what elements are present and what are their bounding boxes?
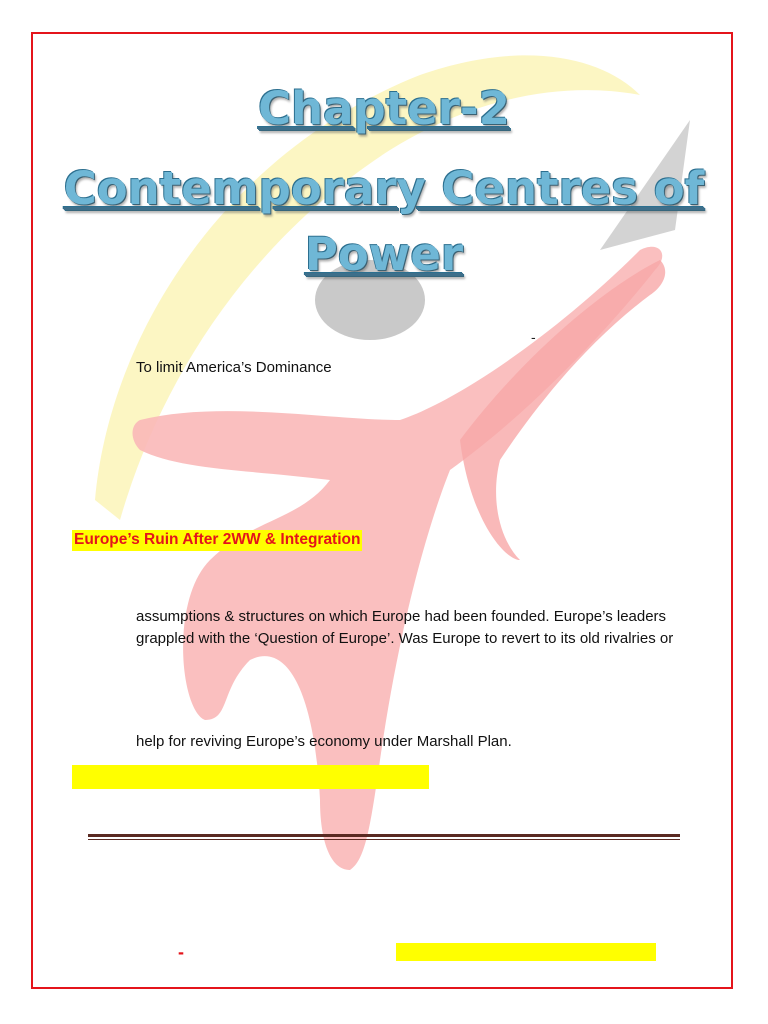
chapter-title: Chapter-2 <box>258 82 510 135</box>
chapter-subtitle-line2: Power <box>304 228 464 281</box>
paragraph-line: grappled with the ‘Question of Europe’. Was Europe to revert to its old rivalries or <box>136 630 674 647</box>
red-runner-arm <box>460 260 665 560</box>
footer-highlight-bar <box>396 943 656 961</box>
chapter-subtitle-line1: Contemporary Centres of <box>63 162 705 215</box>
intro-dash: - <box>531 329 536 345</box>
divider-rule-thin <box>88 839 680 840</box>
divider-rule <box>88 834 680 837</box>
paragraph-line: assumptions & structures on which Europe had been founded. Europe’s leaders <box>136 608 667 625</box>
section-heading: Europe’s Ruin After 2WW & Integration <box>72 530 362 551</box>
footer-dash: - <box>178 942 184 962</box>
highlight-bar <box>72 765 429 789</box>
intro-text: To limit America’s Dominance <box>136 359 332 376</box>
paragraph-line: help for reviving Europe’s economy under Marshall Plan. <box>136 733 512 750</box>
